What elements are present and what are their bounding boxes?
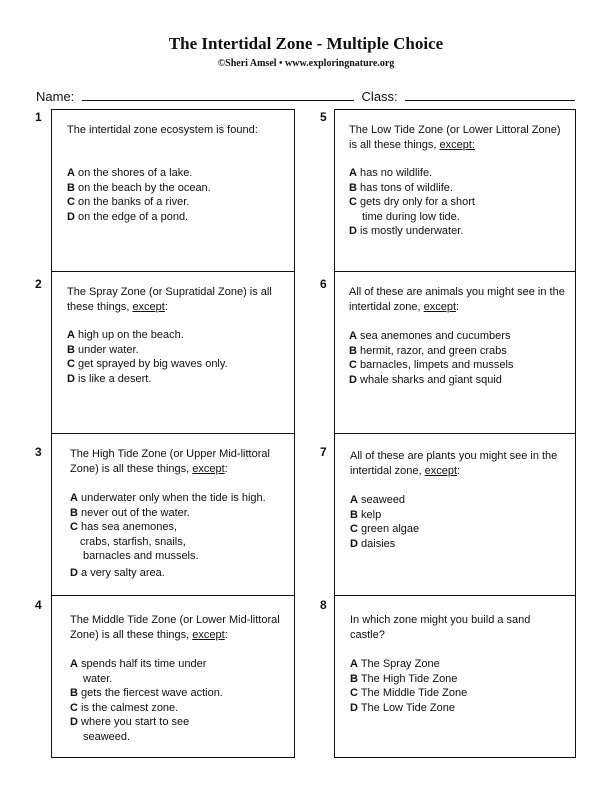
option-text: seaweed [361, 494, 406, 506]
option-text: underwater only when the tide is high. [81, 492, 266, 504]
option-text: has tons of wildlife. [360, 181, 453, 194]
option-text: has no wildlife. [360, 167, 433, 179]
except-word: except [132, 300, 165, 313]
option-letter: C [67, 358, 75, 370]
option-letter: B [67, 343, 75, 356]
answer-option[interactable] [349, 373, 567, 388]
option-letter: C [70, 701, 78, 714]
except-word: except [192, 462, 225, 475]
answer-option[interactable] [349, 358, 567, 373]
author-credit: ©Sheri Amsel • www.exploringnature.org [217, 58, 395, 69]
answer-options [70, 491, 286, 580]
answer-option[interactable] [350, 686, 567, 701]
answer-option[interactable] [70, 491, 286, 506]
option-text: whale sharks and giant squid [360, 373, 502, 386]
option-text: spends half its time under [81, 658, 207, 670]
answer-option[interactable] [349, 195, 567, 224]
answer-option[interactable] [67, 357, 286, 372]
answer-option[interactable] [67, 343, 286, 358]
option-letter: D [349, 225, 357, 237]
question-text [67, 285, 284, 314]
option-letter: B [349, 344, 357, 357]
answer-option[interactable] [350, 537, 567, 552]
answer-option[interactable] [70, 657, 286, 686]
question-number: 6 [320, 277, 327, 291]
option-letter: A [70, 492, 78, 504]
question-text-end: : [164, 300, 168, 313]
answer-options [67, 166, 286, 224]
answer-option[interactable] [349, 344, 567, 359]
question-text: In which zone might you build a sand castle? [350, 614, 531, 641]
option-text: hermit, razor, and green crabs [360, 344, 507, 357]
answer-option[interactable] [67, 210, 286, 225]
answer-option[interactable] [70, 520, 286, 564]
answer-options [70, 657, 286, 744]
answer-option[interactable] [350, 493, 567, 508]
question-number: 1 [35, 110, 42, 124]
question-number: 4 [35, 598, 42, 612]
question-text-part: The Spray Zone (or Supratidal Zone) is all these things, [67, 286, 272, 313]
question-text-end: : [456, 300, 460, 313]
option-text: under water. [78, 343, 139, 356]
option-letter: A [70, 658, 78, 670]
answer-options [350, 493, 567, 551]
question-text-end: : [224, 628, 228, 641]
question-text-end: : [224, 462, 228, 475]
question-text-part: All of these are plants you might see in the intertidal zone, [350, 450, 558, 477]
option-text: barnacles, limpets and mussels [360, 359, 514, 371]
answer-option[interactable] [70, 506, 286, 521]
question-box-3 [51, 433, 295, 596]
option-text: The Low Tide Zone [360, 701, 455, 714]
question-text-part: The High Tide Zone (or Upper Mid-littoral Zone) is all these things, [70, 448, 270, 475]
question-number: 8 [320, 598, 327, 612]
answer-option[interactable] [67, 166, 286, 181]
option-letter: C [350, 687, 358, 699]
option-text: daisies [361, 537, 396, 550]
option-letter: B [350, 672, 358, 685]
option-letter: A [349, 330, 357, 342]
name-blank[interactable] [82, 89, 354, 101]
option-text: kelp [361, 508, 382, 521]
except-word: except: [439, 138, 475, 151]
option-text: where you start to see [81, 716, 190, 728]
class-label: Class: [361, 89, 398, 104]
option-text: on the edge of a pond. [78, 210, 189, 223]
option-letter: C [70, 521, 78, 533]
option-text: gets the fiercest wave action. [81, 687, 223, 699]
option-letter: A [67, 329, 75, 341]
question-box-1 [51, 109, 295, 272]
name-label: Name: [36, 89, 75, 104]
answer-option[interactable] [350, 657, 567, 672]
option-text: The Spray Zone [360, 658, 440, 670]
question-text-part: The Middle Tide Zone (or Lower Mid-littoral Zone) is all these things, [70, 614, 280, 641]
option-letter: B [67, 181, 75, 194]
option-letter: D [350, 701, 358, 714]
answer-option[interactable] [349, 329, 567, 344]
question-text [70, 613, 284, 642]
question-text [349, 285, 565, 314]
question-box-5 [334, 109, 576, 272]
option-text: on the shores of a lake. [78, 167, 193, 179]
answer-option[interactable] [349, 166, 567, 181]
option-letter: D [349, 373, 357, 386]
question-number: 7 [320, 445, 327, 459]
answer-option[interactable] [70, 686, 286, 701]
option-letter: A [350, 658, 358, 670]
answer-option[interactable] [67, 181, 286, 196]
option-text: never out of the water. [81, 506, 190, 519]
question-box-4 [51, 595, 295, 758]
answer-option[interactable] [70, 701, 286, 716]
question-number: 5 [320, 110, 327, 124]
worksheet-title: The Intertidal Zone - Multiple Choice [168, 34, 444, 53]
option-text: The Middle Tide Zone [360, 687, 468, 699]
option-text: sea anemones and cucumbers [360, 330, 511, 342]
option-letter: B [349, 181, 357, 194]
option-text: get sprayed by big waves only. [78, 358, 228, 370]
question-text: The intertidal zone ecosystem is found: [67, 124, 258, 136]
option-letter: B [70, 687, 78, 699]
option-continuation: seaweed. [83, 730, 131, 743]
question-text-part: The Low Tide Zone (or Lower Littoral Zone) is all these things, [349, 124, 561, 151]
except-word: except [424, 464, 458, 477]
question-text [70, 447, 284, 476]
answer-option[interactable] [350, 701, 567, 716]
answer-option[interactable] [349, 181, 567, 196]
option-letter: D [67, 210, 75, 223]
answer-options [67, 328, 286, 386]
option-letter: B [70, 506, 78, 519]
except-word: except [423, 300, 457, 313]
option-letter: D [350, 537, 358, 550]
answer-option[interactable] [67, 195, 286, 210]
option-text: is the calmest zone. [81, 701, 179, 714]
answer-option[interactable] [67, 328, 286, 343]
option-letter: D [70, 566, 78, 579]
option-letter: C [350, 523, 358, 535]
answer-options [349, 329, 567, 387]
option-text: gets dry only for a short [360, 196, 475, 208]
name-class-line [36, 89, 576, 104]
answer-option[interactable] [350, 522, 567, 537]
option-text: is mostly underwater. [360, 225, 464, 237]
question-number: 3 [35, 445, 42, 459]
question-box-6 [334, 271, 576, 434]
question-box-2 [51, 271, 295, 434]
option-text: green algae [361, 523, 420, 535]
answer-option[interactable] [349, 224, 567, 239]
option-continuation: crabs, starfish, snails, [80, 535, 186, 548]
except-word: except [192, 628, 225, 641]
option-continuation: water. [83, 672, 113, 685]
option-letter: A [350, 494, 358, 506]
option-text: a very salty area. [81, 566, 165, 579]
option-letter: C [67, 196, 75, 208]
answer-options [349, 166, 567, 239]
option-text: on the banks of a river. [78, 196, 190, 208]
option-letter: A [67, 167, 75, 179]
answer-option[interactable] [350, 508, 567, 523]
question-number: 2 [35, 277, 42, 291]
class-blank[interactable] [405, 89, 575, 101]
option-letter: C [349, 359, 357, 371]
option-text: on the beach by the ocean. [78, 181, 211, 194]
answer-option[interactable] [350, 672, 567, 687]
question-text [350, 449, 565, 478]
option-continuation: barnacles and mussels. [83, 550, 199, 562]
answer-option[interactable] [70, 566, 286, 581]
option-letter: D [67, 372, 75, 385]
option-letter: B [350, 508, 358, 521]
question-text [349, 123, 565, 152]
option-letter: C [349, 196, 357, 208]
question-box-8 [334, 595, 576, 758]
question-text-end: : [457, 464, 461, 477]
question-box-7 [334, 433, 576, 596]
option-letter: D [70, 716, 78, 728]
option-continuation: time during low tide. [362, 210, 460, 223]
question-text-part: All of these are animals you might see in the intertidal zone, [349, 286, 565, 313]
option-text: is like a desert. [78, 372, 152, 385]
option-letter: A [349, 167, 357, 179]
option-text: has sea anemones, [81, 521, 178, 533]
answer-options [350, 657, 567, 715]
option-text: The High Tide Zone [360, 672, 458, 685]
answer-option[interactable] [67, 372, 286, 387]
option-text: high up on the beach. [78, 329, 184, 341]
answer-option[interactable] [70, 715, 286, 744]
